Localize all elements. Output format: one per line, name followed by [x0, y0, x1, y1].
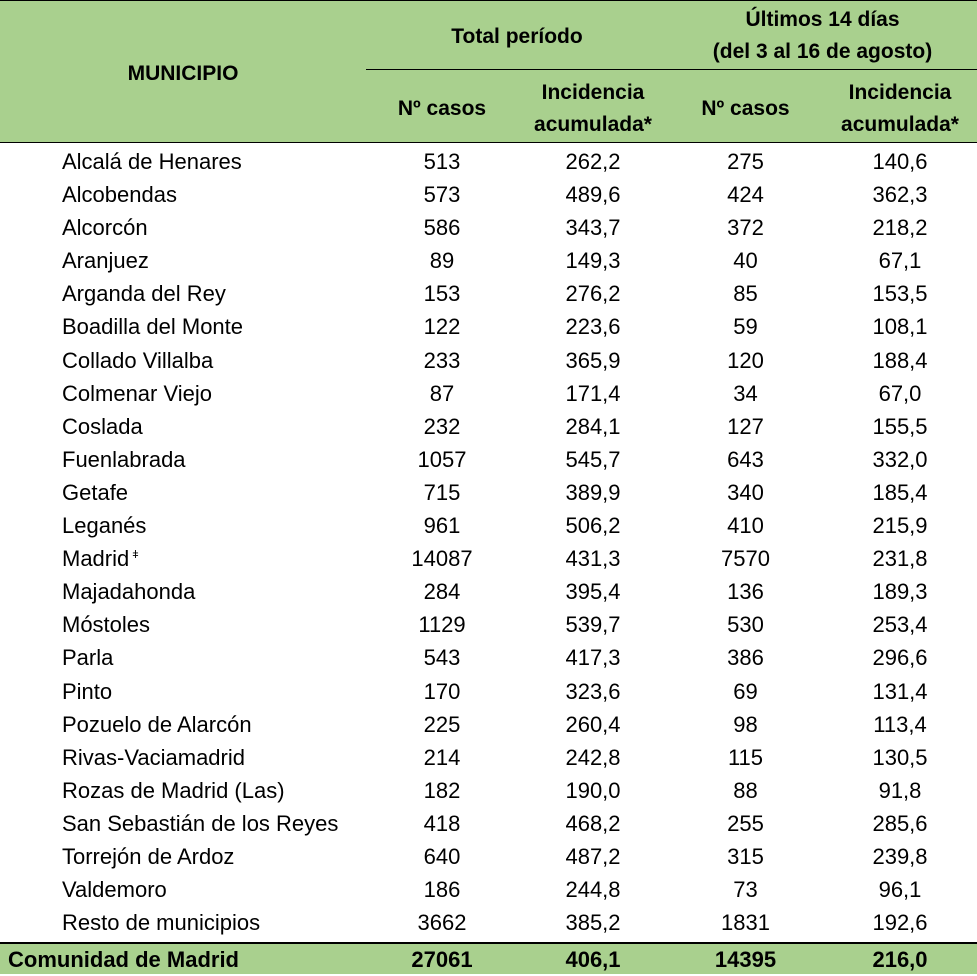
municipio-name — [62, 145, 242, 178]
last-ia-cell: 332,0 — [872, 446, 928, 472]
table-row — [0, 145, 977, 178]
total-casos-cell: 586 — [423, 215, 461, 241]
table-row — [0, 244, 977, 277]
total-ia-cell: 244,8 — [565, 877, 621, 903]
table-row — [0, 708, 977, 741]
last-ia-cell: 285,6 — [872, 810, 928, 836]
municipio-name — [62, 840, 234, 873]
last-ia-cell: 153,5 — [872, 281, 928, 307]
municipio-label: San Sebastián de los Reyes — [62, 810, 339, 836]
last-ia-cell: 91,8 — [878, 777, 922, 803]
municipio-name — [62, 708, 252, 741]
last-ia-cell: 362,3 — [872, 182, 928, 208]
last-ia-cell: 239,8 — [872, 843, 928, 869]
total-casos: 27061 — [411, 947, 473, 972]
municipio-name — [62, 641, 113, 674]
municipio-label: Resto de municipios — [62, 910, 261, 936]
table-row — [0, 443, 977, 476]
municipio-label: Parla — [62, 645, 114, 671]
table-row — [0, 211, 977, 244]
municipio-name — [62, 244, 149, 277]
municipio-name — [62, 310, 243, 343]
last-casos-cell: 340 — [727, 479, 764, 505]
municipio-label: Arganda del Rey — [62, 281, 226, 307]
total-casos-cell: 513 — [423, 149, 461, 174]
table-row — [0, 675, 977, 708]
header-ncasos-last: Nº casos — [701, 97, 790, 120]
last-casos-cell: 386 — [727, 645, 764, 671]
total-casos-cell: 89 — [429, 248, 455, 274]
last-ia-cell: 296,6 — [872, 645, 928, 671]
total-ia-cell: 149,3 — [565, 248, 621, 274]
total-casos-cell: 284 — [423, 579, 461, 605]
total-casos-cell: 543 — [423, 645, 461, 671]
total-ia-cell: 190,0 — [565, 777, 621, 803]
last-casos-cell: 59 — [733, 314, 758, 340]
table-row — [0, 277, 977, 310]
table-row — [0, 178, 977, 211]
last-casos-cell: 315 — [727, 843, 764, 869]
last-casos-cell: 98 — [733, 711, 758, 737]
municipio-label: Rozas de Madrid (Las) — [62, 777, 285, 803]
table-row — [0, 906, 977, 939]
last-ia-cell: 96,1 — [878, 877, 922, 903]
municipio-label: Alcorcón — [62, 215, 148, 241]
last-casos-cell: 120 — [727, 347, 764, 373]
last-ia-cell: 215,9 — [872, 513, 928, 539]
municipio-name — [62, 608, 150, 641]
last-casos-cell: 34 — [733, 380, 758, 406]
total-casos-cell: 170 — [423, 678, 461, 704]
total-row — [0, 942, 977, 974]
last-ia-cell: 188,4 — [872, 347, 928, 373]
total-ia-cell: 343,7 — [565, 215, 621, 241]
table-row — [0, 840, 977, 873]
table-row — [0, 410, 977, 443]
last-casos-cell: 40 — [733, 248, 758, 274]
municipio-name — [62, 211, 148, 244]
total-ia-cell: 284,1 — [565, 413, 621, 439]
header-ia-total-line1: Incidencia — [541, 81, 645, 104]
total-ia-cell: 171,4 — [565, 380, 621, 406]
total-last-casos: 14395 — [714, 947, 777, 972]
total-casos-cell: 122 — [423, 314, 461, 340]
total-ia-cell: 395,4 — [565, 579, 621, 605]
last-casos-cell: 372 — [727, 215, 764, 241]
municipio-label: Colmenar Viejo — [62, 380, 213, 406]
last-ia-cell: 189,3 — [872, 579, 928, 605]
table-row — [0, 310, 977, 343]
last-ia-cell: 253,4 — [872, 612, 928, 638]
municipio-name — [62, 277, 226, 310]
table-row — [0, 575, 977, 608]
municipio-label: Pozuelo de Alarcón — [62, 711, 252, 737]
total-casos-cell: 640 — [423, 843, 461, 869]
last-ia-cell: 185,4 — [872, 479, 928, 505]
table-row — [0, 344, 977, 377]
municipio-label: Coslada — [62, 413, 143, 439]
total-casos-cell: 153 — [423, 281, 461, 307]
total-casos-cell: 233 — [423, 347, 461, 373]
total-ia-cell: 223,6 — [565, 314, 621, 340]
total-casos-cell: 214 — [423, 744, 461, 770]
municipio-name — [62, 542, 139, 575]
total-casos-cell: 87 — [429, 380, 455, 406]
table-body — [0, 145, 977, 939]
municipio-label: Valdemoro — [62, 877, 167, 903]
last-ia-cell: 67,1 — [878, 248, 922, 274]
header-ia-total-line2: acumulada* — [534, 113, 652, 136]
municipio-label: Torrejón de Ardoz — [62, 843, 235, 869]
total-ia-cell: 468,2 — [565, 810, 621, 836]
municipio-label: Alcalá de Henares — [62, 149, 242, 174]
municipio-label: Aranjuez — [62, 248, 149, 274]
total-casos-cell: 182 — [423, 777, 461, 803]
last-ia-cell: 113,4 — [873, 711, 927, 737]
last-casos-cell: 127 — [727, 413, 764, 439]
municipio-label: Getafe — [62, 479, 129, 505]
last-casos-cell: 410 — [727, 513, 764, 539]
municipio-name — [62, 906, 260, 939]
total-ia-cell: 260,4 — [565, 711, 621, 737]
last-ia-cell: 231,8 — [872, 546, 928, 572]
total-casos-cell: 3662 — [417, 910, 467, 936]
header-ultimos-line1: Últimos 14 días — [745, 8, 900, 31]
total-ia-cell: 276,2 — [565, 281, 621, 307]
last-ia-cell: 218,2 — [872, 215, 928, 241]
last-casos-cell: 1831 — [721, 910, 770, 936]
last-ia-cell: 130,5 — [872, 744, 928, 770]
table-row — [0, 608, 977, 641]
municipio-name — [62, 344, 213, 377]
header-total-periodo: Total período — [451, 25, 583, 48]
header-ncasos-total: Nº casos — [397, 97, 487, 120]
table-header — [0, 0, 977, 143]
total-ia: 406,1 — [565, 947, 621, 972]
last-casos-cell: 88 — [733, 777, 758, 803]
total-ia-cell: 545,7 — [565, 446, 621, 472]
table-row — [0, 641, 977, 674]
last-ia-cell: 140,6 — [872, 149, 928, 174]
table-row — [0, 476, 977, 509]
municipio-name — [62, 807, 338, 840]
last-casos-cell: 73 — [733, 877, 758, 903]
table-row — [0, 542, 977, 575]
total-ia-cell: 365,9 — [565, 347, 621, 373]
municipio-name — [62, 509, 146, 542]
last-casos-cell: 85 — [733, 281, 758, 307]
municipio-label: Majadahonda — [62, 579, 196, 605]
last-casos-cell: 69 — [733, 678, 758, 704]
municipio-name — [62, 377, 212, 410]
total-ia-cell: 506,2 — [565, 513, 621, 539]
table-row — [0, 741, 977, 774]
municipio-label: Rivas-Vaciamadrid — [62, 744, 245, 770]
last-ia-cell: 67,0 — [878, 380, 922, 406]
total-casos-cell: 1057 — [417, 446, 467, 472]
table-row — [0, 873, 977, 906]
municipio-name — [62, 178, 177, 211]
last-ia-cell: 155,5 — [872, 413, 928, 439]
last-casos-cell: 530 — [727, 612, 764, 638]
total-casos-cell: 232 — [423, 413, 461, 439]
municipio-label: Fuenlabrada — [62, 446, 186, 472]
total-ia-cell: 385,2 — [565, 910, 621, 936]
total-casos-cell: 14087 — [411, 546, 473, 572]
total-name: Comunidad de Madrid — [8, 947, 239, 972]
municipio-name — [62, 741, 245, 774]
municipio-name — [62, 476, 128, 509]
last-casos-cell: 136 — [727, 579, 764, 605]
municipio-name — [62, 575, 195, 608]
header-divider — [366, 69, 977, 70]
total-casos-cell: 961 — [423, 513, 461, 539]
last-casos-cell: 255 — [727, 810, 764, 836]
header-ia-last-line2: acumulada* — [841, 113, 959, 136]
municipio-name — [62, 410, 143, 443]
header-municipio: MUNICIPIO — [127, 62, 239, 85]
last-casos-cell: 275 — [727, 149, 764, 174]
total-ia-cell: 487,2 — [565, 843, 621, 869]
municipio-label: Alcobendas — [62, 182, 177, 208]
total-casos-cell: 573 — [423, 182, 461, 208]
municipio-label: Leganés — [62, 513, 147, 539]
header-ia-last-line1: Incidencia — [848, 81, 952, 104]
total-ia-cell: 539,7 — [565, 612, 621, 638]
total-ia-cell: 242,8 — [565, 744, 621, 770]
total-ia-cell: 262,2 — [565, 149, 621, 174]
table-row — [0, 807, 977, 840]
total-last-ia: 216,0 — [872, 947, 928, 972]
last-casos-cell: 643 — [727, 446, 764, 472]
total-casos-cell: 186 — [423, 877, 461, 903]
municipio-name — [62, 443, 186, 476]
last-ia-cell: 192,6 — [872, 910, 928, 936]
total-ia-cell: 323,6 — [565, 678, 621, 704]
total-casos-cell: 1129 — [418, 612, 466, 638]
table-row — [0, 774, 977, 807]
last-casos-cell: 424 — [727, 182, 764, 208]
last-casos-cell: 7570 — [721, 546, 770, 572]
total-casos-cell: 418 — [423, 810, 461, 836]
municipio-name — [62, 675, 112, 708]
table-row — [0, 509, 977, 542]
last-ia-cell: 131,4 — [872, 678, 928, 704]
municipio-label: Collado Villalba — [62, 347, 214, 373]
municipio-label: Pinto — [62, 678, 113, 704]
municipio-label: Móstoles — [62, 612, 151, 638]
table-row — [0, 377, 977, 410]
municipio-label: Madrid — [62, 546, 130, 572]
total-ia-cell: 417,3 — [565, 645, 621, 671]
total-ia-cell: 431,3 — [565, 546, 621, 572]
total-casos-cell: 225 — [423, 711, 461, 737]
header-ultimos-line2: (del 3 al 16 de agosto) — [712, 40, 933, 63]
total-ia-cell: 389,9 — [565, 479, 621, 505]
last-casos-cell: 115 — [727, 744, 764, 770]
total-casos-cell: 715 — [423, 479, 461, 505]
footnote-mark: ǂ — [132, 549, 139, 562]
last-ia-cell: 108,1 — [872, 314, 928, 340]
municipio-name — [62, 774, 285, 807]
total-ia-cell: 489,6 — [565, 182, 621, 208]
municipio-name — [62, 873, 167, 906]
municipio-label: Boadilla del Monte — [62, 314, 244, 340]
